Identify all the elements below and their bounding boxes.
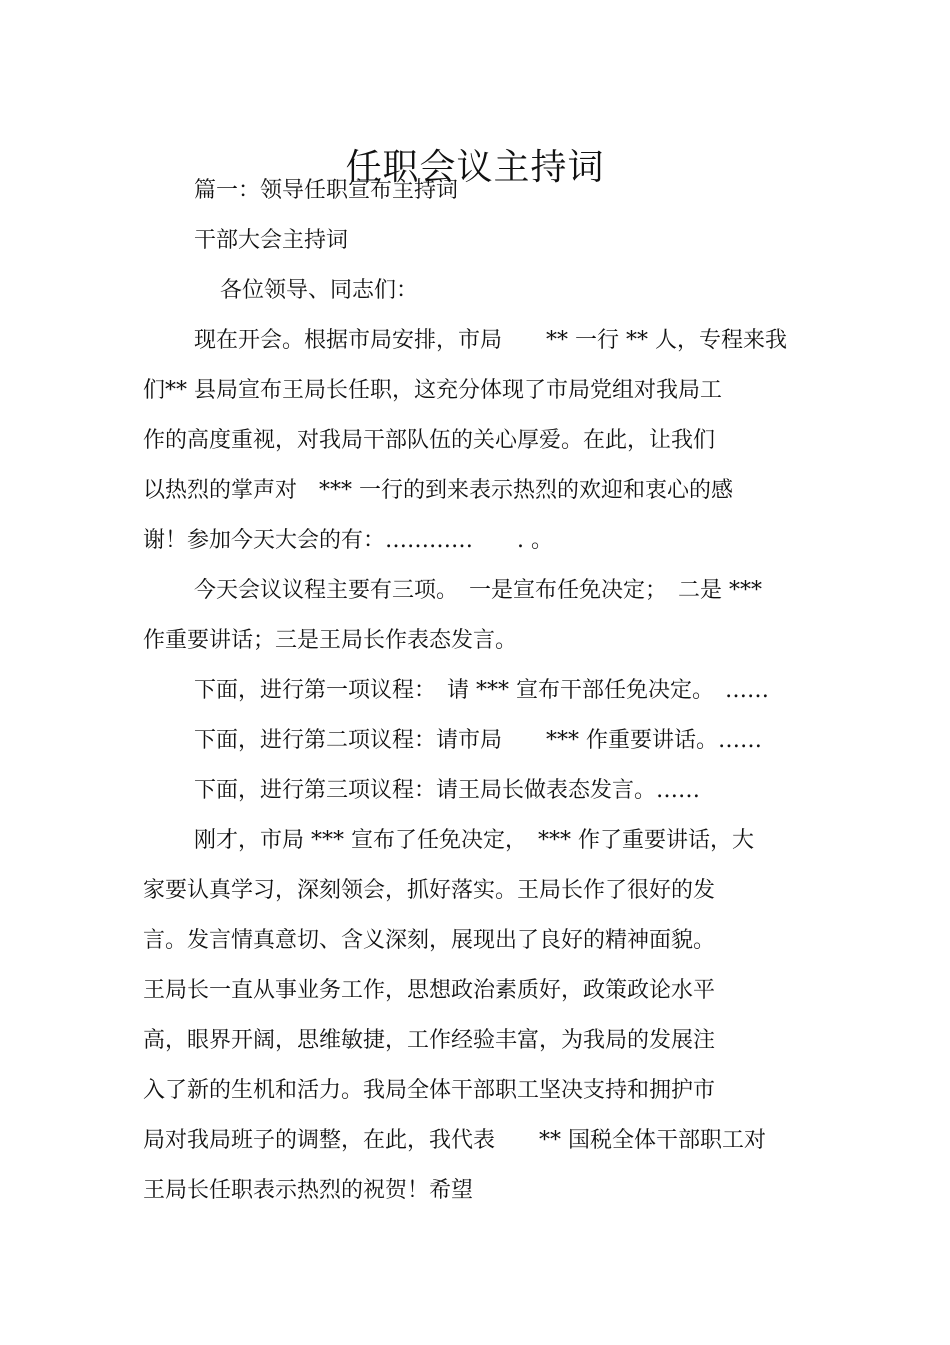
text-line: 们** 县局宣布王局长任职，这充分体现了市局党组对我局工 [143,378,722,403]
text-line: 入了新的生机和活力。我局全体干部职工坚决支持和拥护市 [143,1078,716,1103]
text-line: 篇一：领导任职宣布主持词 [194,178,459,203]
text-line: 下面，进行第一项议程： 请 *** 宣布干部任免决定。 …… [194,678,769,703]
document-title: 任职会议主持词 [345,147,605,189]
text-line: 谢！参加今天大会的有：………… . 。 [143,528,553,553]
text-line: 言。发言情真意切、含义深刻，展现出了良好的精神面貌。 [143,928,716,953]
text-line: 下面，进行第二项议程：请市局 *** 作重要讲话。…… [194,728,762,753]
text-line: 刚才，市局 *** 宣布了任免决定， *** 作了重要讲话，大 [194,828,754,853]
text-line: 家要认真学习，深刻领会，抓好落实。王局长作了很好的发 [143,878,716,903]
text-line: 各位领导、同志们： [220,278,419,303]
text-line: 王局长任职表示热烈的祝贺！希望 [143,1178,474,1203]
text-line: 作重要讲话；三是王局长作表态发言。 [143,628,518,653]
text-line: 现在开会。根据市局安排，市局 ** 一行 ** 人，专程来我 [194,328,787,353]
text-line: 作的高度重视，对我局干部队伍的关心厚爱。在此，让我们 [143,428,716,453]
text-line: 干部大会主持词 [194,228,349,253]
text-line: 下面，进行第三项议程：请王局长做表态发言。…… [194,778,701,803]
text-line: 高，眼界开阔，思维敏捷，工作经验丰富，为我局的发展注 [143,1028,716,1053]
text-line: 王局长一直从事业务工作，思想政治素质好，政策政论水平 [143,978,716,1003]
text-line: 局对我局班子的调整，在此，我代表 ** 国税全体干部职工对 [143,1128,766,1153]
text-line: 今天会议议程主要有三项。 一是宣布任免决定； 二是 *** [194,578,762,603]
text-line: 以热烈的掌声对 *** 一行的到来表示热烈的欢迎和衷心的感 [143,478,733,503]
